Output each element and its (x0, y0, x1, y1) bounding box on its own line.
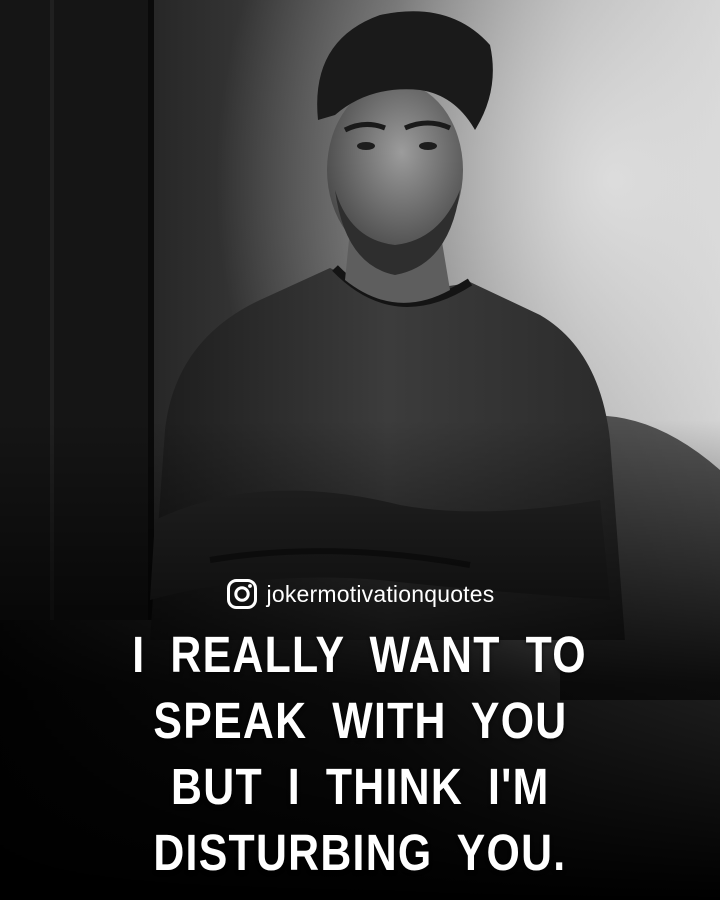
handle-row (226, 578, 495, 610)
quote-text (89, 622, 630, 886)
quote-line: I REALLY WANT TO (132, 626, 588, 683)
quote-line: DISTURBING YOU. (153, 824, 567, 881)
quote-line: BUT I THINK I'M (170, 758, 550, 815)
instagram-icon (226, 578, 258, 610)
caption-block (0, 578, 720, 886)
handle-text: jokermotivationquotes (266, 580, 495, 607)
quote-line: SPEAK WITH YOU (152, 692, 568, 749)
